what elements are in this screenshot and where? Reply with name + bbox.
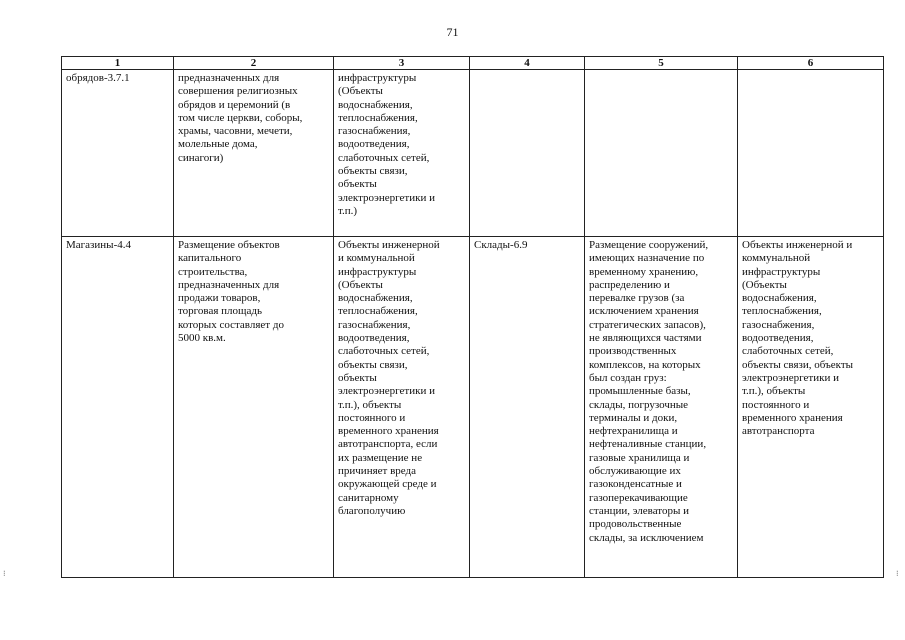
table-header-row xyxy=(62,57,884,70)
column-header: 5 xyxy=(585,57,738,70)
table-cell xyxy=(174,237,334,578)
cell-text: Склады-6.9 xyxy=(474,239,528,251)
table-cell xyxy=(334,237,470,578)
column-header: 3 xyxy=(334,57,470,70)
table-cell xyxy=(470,237,585,578)
table-cell xyxy=(585,70,738,237)
cell-text: обрядов-3.7.1 xyxy=(66,72,130,84)
cell-text: Объекты инженерной и коммунальной инфраструктуры (Объекты водоснабжения, теплоснабжения, газоснабжения, водоотведения, слаботочных сетей, объекты связи, объекты электроэнергетики и т.п.), объекты постоянного и временного хранения автотранспорта xyxy=(742,239,854,438)
table-cell xyxy=(738,70,884,237)
column-header: 4 xyxy=(470,57,585,70)
table-cell xyxy=(62,237,174,578)
table-cell xyxy=(62,70,174,237)
table-cell xyxy=(174,70,334,237)
cell-text: Объекты инженерной и коммунальной инфраструктуры (Объекты водоснабжения, теплоснабжения, газоснабжения, водоотведения, слаботочных сетей, объекты связи, объекты электроэнергетики и т.п.), объекты постоянного и временного хранения автотранспорта, если их размещение не причиняет вреда окружающей среде и санитарному благополучию xyxy=(338,239,440,517)
cell-text: Размещение сооружений, имеющих назначение по временному хранению, распределению и перевалке грузов (за исключением хранения стратегических запасов), не являющихся частями производственных комплексов, на которых был создан груз: промышленные базы, склады, погрузочные терминалы и доки, нефтехранилища и нефтеналивные станции, газовые хранилища и обслуживающие их газоконденсатные и газоперекачивающие станции, элеваторы и продовольственные склады, за исключением xyxy=(589,239,709,544)
cell-text: инфраструктуры (Объекты водоснабжения, теплоснабжения, газоснабжения, водоотведения, слаботочных сетей, объекты связи, объекты электроэнергетики и т.п.) xyxy=(338,72,435,217)
land-use-table xyxy=(61,56,884,578)
table-cell xyxy=(585,237,738,578)
cell-text: предназначенных для совершения религиозных обрядов и церемоний (в том числе церкви, соборы, храмы, часовни, мечети, молельные дома, синагоги) xyxy=(178,72,303,164)
scan-margin-mark: ⁝ xyxy=(3,569,6,578)
table-cell xyxy=(470,70,585,237)
table-cell xyxy=(334,70,470,237)
cell-text: Магазины-4.4 xyxy=(66,239,131,251)
cell-text: Размещение объектов капитального строительства, предназначенных для продажи товаров, торговая площадь которых составляет до 5000 кв.м. xyxy=(178,239,284,345)
table-row xyxy=(62,70,884,237)
page-number: 71 xyxy=(446,25,459,39)
scan-margin-mark: ⁝ xyxy=(896,569,899,578)
column-header: 2 xyxy=(174,57,334,70)
table-cell xyxy=(738,237,884,578)
column-header: 6 xyxy=(738,57,884,70)
column-header: 1 xyxy=(62,57,174,70)
table-row xyxy=(62,237,884,578)
